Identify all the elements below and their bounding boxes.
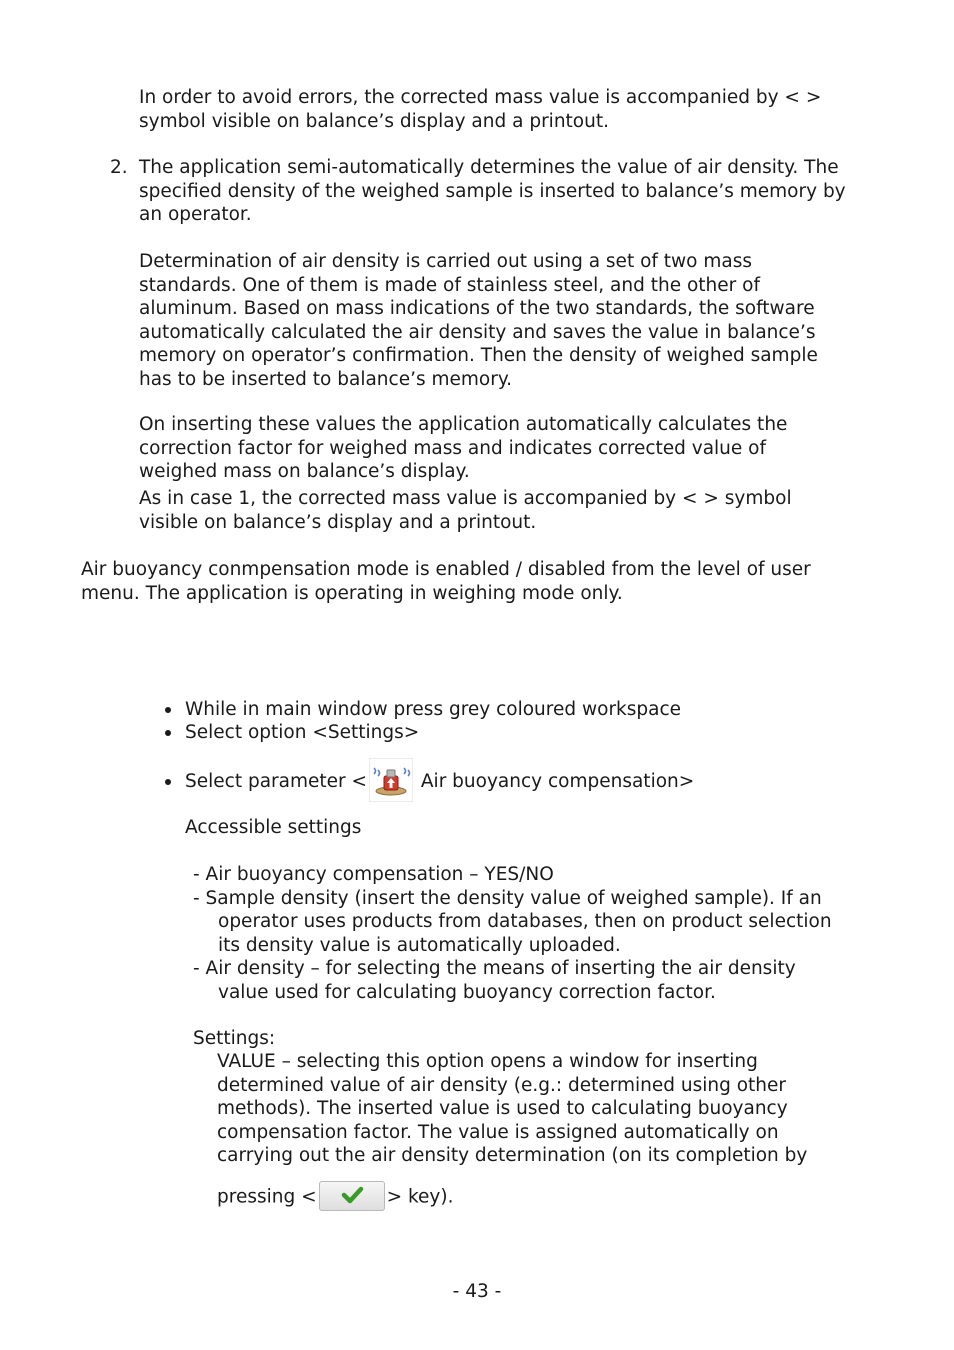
- settings-last-line: [217, 1179, 453, 1209]
- step-item: [185, 770, 694, 794]
- text-line: automatically calculated the air density and saves the value in balance’s: [139, 321, 816, 343]
- checkmark-icon: [319, 1181, 385, 1211]
- text-fragment: pressing <: [217, 1186, 317, 1208]
- text-line: On inserting these values the application automatically calculates the: [139, 414, 788, 435]
- step-item: [185, 721, 419, 745]
- air-buoyancy-icon: [369, 758, 413, 802]
- text-line: The application semi-automatically determines the value of air density. The: [139, 157, 839, 178]
- step-text: Select parameter <: [185, 771, 368, 792]
- item-2-paragraph: [139, 156, 846, 227]
- text-line: standards. One of them is made of stainless steel, and the other of: [139, 274, 760, 296]
- text-line: specified density of the weighed sample is inserted to balance’s memory by: [139, 180, 846, 202]
- step-text: Air buoyancy compensation>: [415, 771, 695, 792]
- text-line: aluminum. Based on mass indications of the two standards, the software: [139, 298, 815, 319]
- list-item: - Air density – for selecting the means of inserting the air density: [193, 958, 796, 979]
- text-line: visible on balance’s display and a printout.: [139, 511, 537, 533]
- step-item: [185, 698, 681, 722]
- text-line: compensation factor. The value is assigned automatically on: [217, 1121, 779, 1143]
- text-line: VALUE – selecting this option opens a window for inserting: [217, 1051, 758, 1072]
- text-line: weighed mass on balance’s display.: [139, 461, 470, 482]
- text-line: As in case 1, the corrected mass value is accompanied by < > symbol: [139, 488, 792, 509]
- text-line: determined value of air density (e.g.: determined using other: [217, 1074, 787, 1096]
- step-text: While in main window press grey coloured workspace: [185, 699, 682, 720]
- page-number: - 43 -: [452, 1281, 502, 1302]
- text-line: symbol visible on balance’s display and a printout.: [139, 110, 609, 132]
- text-line: memory on operator’s confirmation. Then the density of weighed sample: [139, 345, 818, 366]
- settings-paragraph: [217, 1050, 807, 1168]
- mode-paragraph: [81, 558, 811, 605]
- text-line: In order to avoid errors, the corrected mass value is accompanied by < >: [139, 87, 822, 108]
- list-item: value used for calculating buoyancy correction factor.: [218, 981, 716, 1003]
- intro-paragraph: [139, 86, 821, 133]
- text-line: methods). The inserted value is used to calculating buoyancy: [217, 1098, 788, 1119]
- list-number: 2.: [110, 157, 128, 178]
- inserting-paragraph: [139, 413, 787, 484]
- text-fragment: > key).: [386, 1186, 454, 1208]
- step-text: Select option <Settings>: [185, 722, 420, 743]
- text-line: an operator.: [139, 204, 252, 225]
- text-line: menu. The application is operating in weighing mode only.: [81, 582, 623, 604]
- text-line: correction factor for weighed mass and indicates corrected value of: [139, 437, 767, 459]
- text-line: has to be inserted to balance’s memory.: [139, 368, 513, 390]
- settings-heading: Settings:: [193, 1028, 276, 1049]
- list-item: operator uses products from databases, then on product selection: [218, 911, 832, 932]
- list-item: - Air buoyancy compensation – YES/NO: [193, 864, 554, 885]
- list-item: - Sample density (insert the density value of weighed sample). If an: [193, 887, 822, 909]
- case1-paragraph: [139, 487, 792, 534]
- text-line: Air buoyancy conmpensation mode is enabled / disabled from the level of user: [81, 559, 811, 580]
- text-line: carrying out the air density determination (on its completion by: [217, 1145, 808, 1166]
- list-item: its density value is automatically uploaded.: [218, 934, 621, 956]
- accessible-settings-heading: Accessible settings: [185, 817, 362, 838]
- determination-paragraph: [139, 250, 818, 391]
- accessible-settings-list: [193, 863, 832, 1004]
- text-line: Determination of air density is carried out using a set of two mass: [139, 251, 753, 272]
